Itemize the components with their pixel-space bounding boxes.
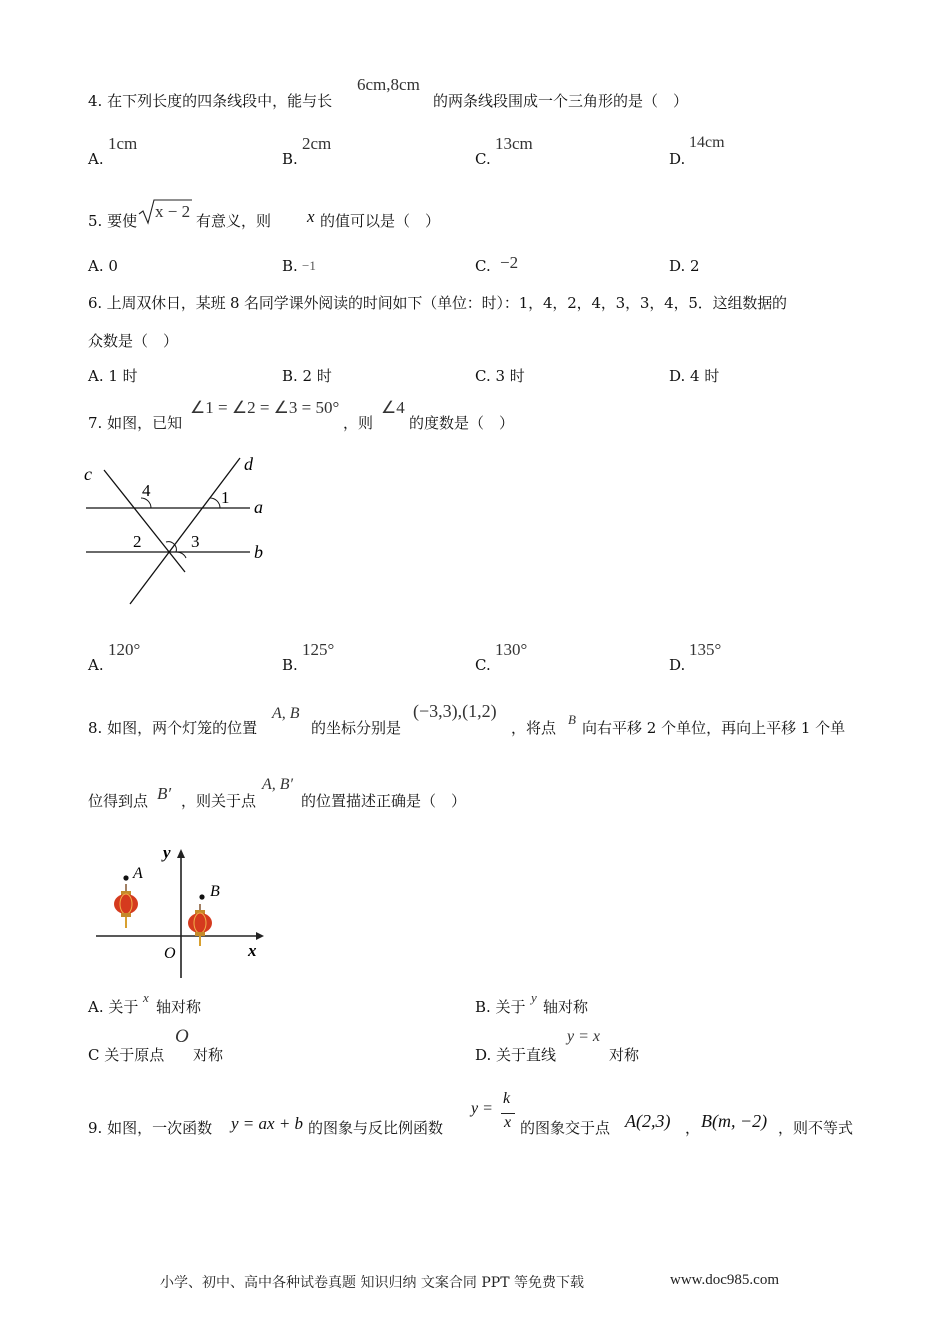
q8-option-a-sym: x <box>143 990 149 1005</box>
q8-coords: (−3,3),(1,2) <box>413 701 497 721</box>
q4-option-a-value: 1cm <box>108 134 138 153</box>
q4-option-b-value: 2cm <box>302 134 332 153</box>
q7-option-c-label: C. <box>475 656 491 674</box>
label-x: x <box>248 941 257 960</box>
q9-numerator: k <box>503 1090 511 1107</box>
q8-option-c-sym: O <box>175 1026 189 1047</box>
q7-condition: ∠1 = ∠2 = ∠3 = 50° <box>190 398 340 417</box>
label-b: b <box>254 542 263 562</box>
q8-option-d-post: 对称 <box>609 1046 640 1064</box>
q8-figure <box>88 838 278 983</box>
q7-option-a-label: A. <box>88 656 104 674</box>
point-a <box>123 875 128 880</box>
label-y: y <box>163 843 171 862</box>
label-c: c <box>84 464 92 484</box>
q4-option-c-value: 13cm <box>495 134 533 153</box>
label-2: 2 <box>133 532 142 551</box>
q7-option-d-value: 135° <box>689 640 722 659</box>
q5-option-c-value: −2 <box>500 253 519 272</box>
q8-prefix: 8. 如图，两个灯笼的位置 <box>88 719 258 737</box>
q8-point-b-prime: B′ <box>157 784 172 803</box>
q7-option-c-value: 130° <box>495 640 528 659</box>
q9-middle: 的图象与反比例函数 <box>308 1119 444 1137</box>
q9-comma: ， <box>685 1119 701 1137</box>
q8-suffix1: 向右平移 2 个单位，再向上平移 1 个单 <box>582 719 846 737</box>
q6-line1: 6. 上周双休日，某班 8 名同学课外阅读的时间如下（单位：时）：1，4，2，4，3，3，4，5．这组数据的 <box>88 294 787 312</box>
q6-option-d: D. 4 时 <box>669 367 720 385</box>
line-d <box>130 458 240 604</box>
q5-middle: 有意义，则 <box>196 212 272 230</box>
label-1: 1 <box>221 488 230 507</box>
q4-lengths: 6cm,8cm <box>357 75 420 94</box>
q5-option-a: A. 0 <box>88 257 118 275</box>
q8-option-a-pre: A. 关于 <box>88 998 139 1016</box>
q7-option-b-label: B. <box>282 656 298 674</box>
q6-option-a: A. 1 时 <box>88 367 138 385</box>
q7-figure <box>80 450 280 610</box>
q5-option-b-value: −1 <box>302 258 316 273</box>
q8-option-d-sym: y = x <box>567 1028 600 1045</box>
q5-option-b-label: B. <box>282 257 298 275</box>
q9-point-a: A(2,3) <box>625 1111 671 1131</box>
label-a: a <box>254 497 263 517</box>
angle-3-arc <box>176 552 186 558</box>
q9-prefix: 9. 如图，一次函数 <box>88 1119 213 1137</box>
q8-line2-suffix: 的位置描述正确是（ ） <box>301 792 467 810</box>
q8-option-b-post: 轴对称 <box>543 998 589 1016</box>
q9-middle2: 的图象交于点 <box>520 1119 611 1137</box>
footer-text: 小学、初中、高中各种试卷真题 知识归纳 文案合同 PPT 等免费下载 <box>160 1275 584 1291</box>
q8-option-b-pre: B. 关于 <box>475 998 526 1016</box>
q5-option-c-label: C. <box>475 257 491 275</box>
q8-points: A, B <box>272 705 300 722</box>
q4-option-c-label: C. <box>475 150 491 168</box>
q5-option-d: D. 2 <box>669 257 700 275</box>
q4-option-a-label: A. <box>88 150 104 168</box>
lantern-a-icon <box>114 884 138 928</box>
q8-middle2: ，将点 <box>511 719 557 737</box>
q6-option-b: B. 2 时 <box>282 367 332 385</box>
q5-suffix: 的值可以是（ ） <box>320 212 441 230</box>
q7-target: ∠4 <box>381 398 405 417</box>
q8-point-b: B <box>568 712 576 727</box>
q8-option-b-sym: y <box>531 990 537 1005</box>
q8-points2: A, B′ <box>262 776 294 793</box>
q8-option-d-pre: D. 关于直线 <box>475 1046 557 1064</box>
q4-suffix: 的两条线段围成一个三角形的是（ ） <box>433 92 689 110</box>
y-axis-arrow-icon <box>177 849 185 858</box>
q7-prefix: 7. 如图，已知 <box>88 414 183 432</box>
q7-suffix: 的度数是（ ） <box>409 414 515 432</box>
q4-prefix: 4. 在下列长度的四条线段中，能与长 <box>88 92 333 110</box>
angle-1-arc <box>210 498 220 508</box>
q7-option-a-value: 120° <box>108 640 141 659</box>
label-4: 4 <box>142 481 151 500</box>
label-3: 3 <box>191 532 200 551</box>
point-b <box>199 894 204 899</box>
q5-radicand: x − 2 <box>155 202 191 221</box>
q9-linear: y = ax + b <box>231 1114 304 1133</box>
footer-url[interactable]: www.doc985.com <box>670 1272 780 1288</box>
q5-var: x <box>307 207 315 226</box>
lantern-b-icon <box>188 904 212 946</box>
q6-line2: 众数是（ ） <box>88 332 179 350</box>
q6-option-c: C. 3 时 <box>475 367 525 385</box>
q9-denominator: x <box>504 1114 512 1131</box>
q7-option-d-label: D. <box>669 656 686 674</box>
q8-line2-middle: ，则关于点 <box>181 792 257 810</box>
q9-suffix: ，则不等式 <box>778 1119 854 1137</box>
q8-line2-prefix: 位得到点 <box>88 792 149 810</box>
label-d: d <box>244 454 253 474</box>
q8-option-c-pre: C 关于原点 <box>88 1046 165 1064</box>
q9-point-b: B(m, −2) <box>701 1111 768 1131</box>
q5-prefix: 5. 要使 <box>88 212 138 230</box>
label-origin: O <box>164 945 176 962</box>
q4-option-b-label: B. <box>282 150 298 168</box>
q8-middle: 的坐标分别是 <box>311 719 402 737</box>
q8-option-c-post: 对称 <box>193 1046 224 1064</box>
q7-option-b-value: 125° <box>302 640 335 659</box>
x-axis-arrow-icon <box>256 932 264 940</box>
label-b: B <box>210 883 220 900</box>
q4-option-d-value: 14cm <box>689 134 725 151</box>
q9-lhs: y = <box>471 1100 493 1117</box>
q8-option-a-post: 轴对称 <box>156 998 202 1016</box>
label-a: A <box>133 865 143 882</box>
q4-option-d-label: D. <box>669 150 686 168</box>
q7-middle: ，则 <box>343 414 374 432</box>
